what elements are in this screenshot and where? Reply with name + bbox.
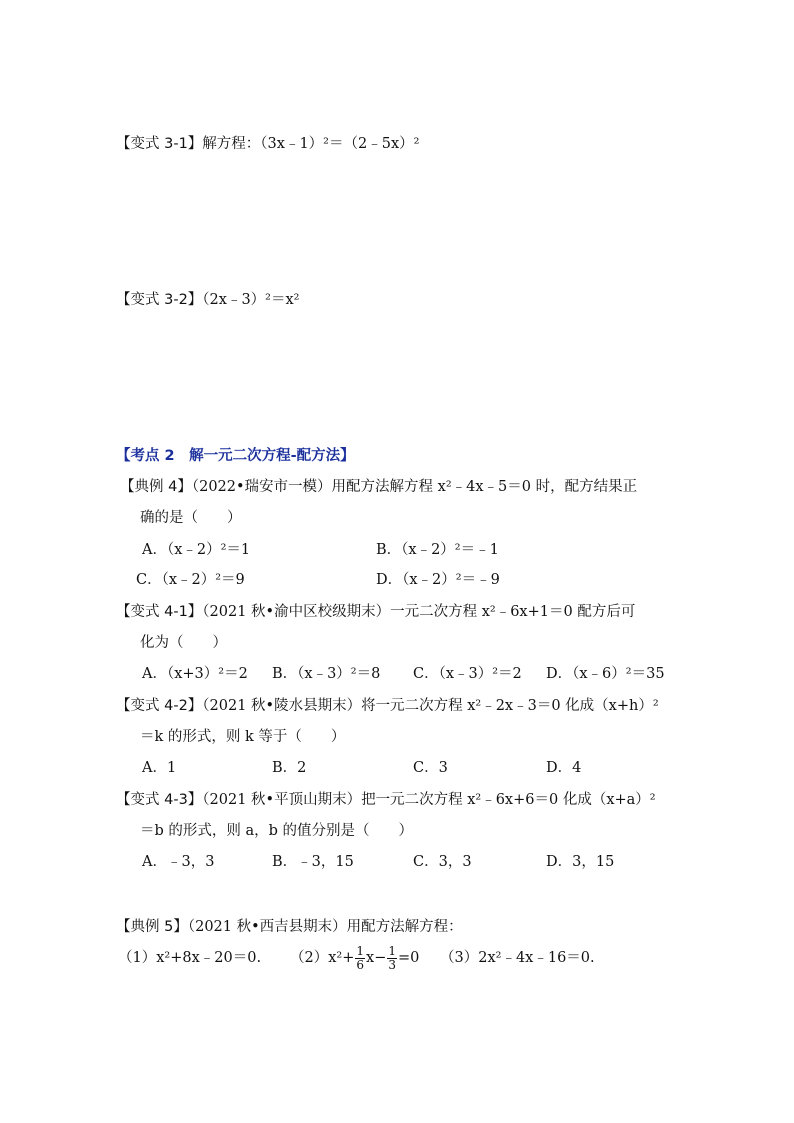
variant-4-3-option-d: D．3，15 [546,854,615,870]
example-5-part-2-c: =0 [397,950,420,966]
variant-4-3-option-c: C．3，3 [413,854,472,870]
fraction-one-third-denominator: 3 [388,957,396,972]
variant-4-3-line-2: ＝b 的形式，则 a，b 的值分别是（ ） [140,823,414,839]
example-5-part-2-a: x²+ [328,950,355,966]
variant-4-3-text-1: （2021 秋•平顶山期末）把一元二次方程 x²﹣6x+6＝0 化成（x+a）² [202,792,656,808]
variant-4-2-tag: 【变式 4-2】 [116,698,203,714]
example-4-line-2: 确的是（ ） [140,510,242,526]
fraction-one-sixth-numerator: 1 [356,943,365,958]
fraction-one-third-numerator: 1 [388,943,396,958]
example-4-text-1: （2022•瑞安市一模）用配方法解方程 x²﹣4x﹣5＝0 时，配方结果正 [191,479,638,495]
variant-3-2-text: （2x﹣3）²＝x² [202,292,300,308]
variant-3-2 [116,290,299,310]
variant-4-2-text-1: （2021 秋•陵水县期末）将一元二次方程 x²﹣2x﹣3＝0 化成（x+h）² [202,698,659,714]
example-5-part-2 [290,942,419,974]
variant-4-2-option-a: A．1 [142,760,177,776]
variant-3-1-tag: 【变式 3-1】 [116,136,203,152]
variant-4-1-text-1: （2021 秋•渝中区校级期末）一元二次方程 x²﹣6x+1＝0 配方后可 [202,604,636,620]
variant-4-3-option-a: A．﹣3，3 [142,854,215,870]
variant-4-2-line-1 [116,696,659,716]
variant-4-1-tag: 【变式 4-1】 [116,604,203,620]
variant-4-1-line-2: 化为（ ） [140,635,227,651]
variant-4-3-line-1 [116,790,656,810]
example-4-option-c: C．（x﹣2）²＝9 [136,572,245,588]
variant-3-2-tag: 【变式 3-2】 [116,292,203,308]
example-5-tag: 【典例 5】 [116,919,188,935]
variant-4-2-option-d: D．4 [546,760,582,776]
variant-4-2-line-2: ＝k 的形式，则 k 等于（ ） [140,729,346,745]
variant-4-2-option-c: C．3 [413,760,448,776]
fraction-one-third [387,945,397,972]
example-5-text: （2021 秋•西吉县期末）用配方法解方程： [187,919,463,935]
fraction-one-sixth [355,945,365,972]
example-5-part-1: （1）x²+8x﹣20＝0. [118,950,262,966]
section-heading-kaodian-2: 【考点 2 解一元二次方程-配方法】 [116,448,355,464]
example-4-option-b: B．（x﹣2）²＝﹣1 [376,542,499,558]
example-5-part-3: （3）2x²﹣4x﹣16＝0. [440,950,595,966]
fraction-one-sixth-denominator: 6 [356,957,365,972]
variant-4-1-option-d: D．（x﹣6）²＝35 [546,666,665,682]
example-5-line-1 [116,917,463,937]
variant-4-1-option-c: C．（x﹣3）²＝2 [413,666,522,682]
example-5-part-2-prefix: （2） [290,950,329,966]
example-4-tag: 【典例 4】 [120,479,192,495]
example-4-option-a: A．（x﹣2）²＝1 [142,542,251,558]
example-5-part-2-b: x− [366,950,387,966]
variant-3-1-text: 解方程：（3x﹣1）²＝（2﹣5x）² [202,136,420,152]
variant-4-3-tag: 【变式 4-3】 [116,792,203,808]
variant-3-1 [116,134,419,154]
example-4-option-d: D．（x﹣2）²＝﹣9 [376,572,500,588]
variant-4-3-option-b: B．﹣3，15 [272,854,354,870]
variant-4-2-option-b: B．2 [272,760,307,776]
example-4-line-1 [120,477,637,497]
variant-4-1-option-a: A．（x+3）²＝2 [142,666,248,682]
variant-4-1-option-b: B．（x﹣3）²＝8 [272,666,381,682]
variant-4-1-line-1 [116,602,635,622]
